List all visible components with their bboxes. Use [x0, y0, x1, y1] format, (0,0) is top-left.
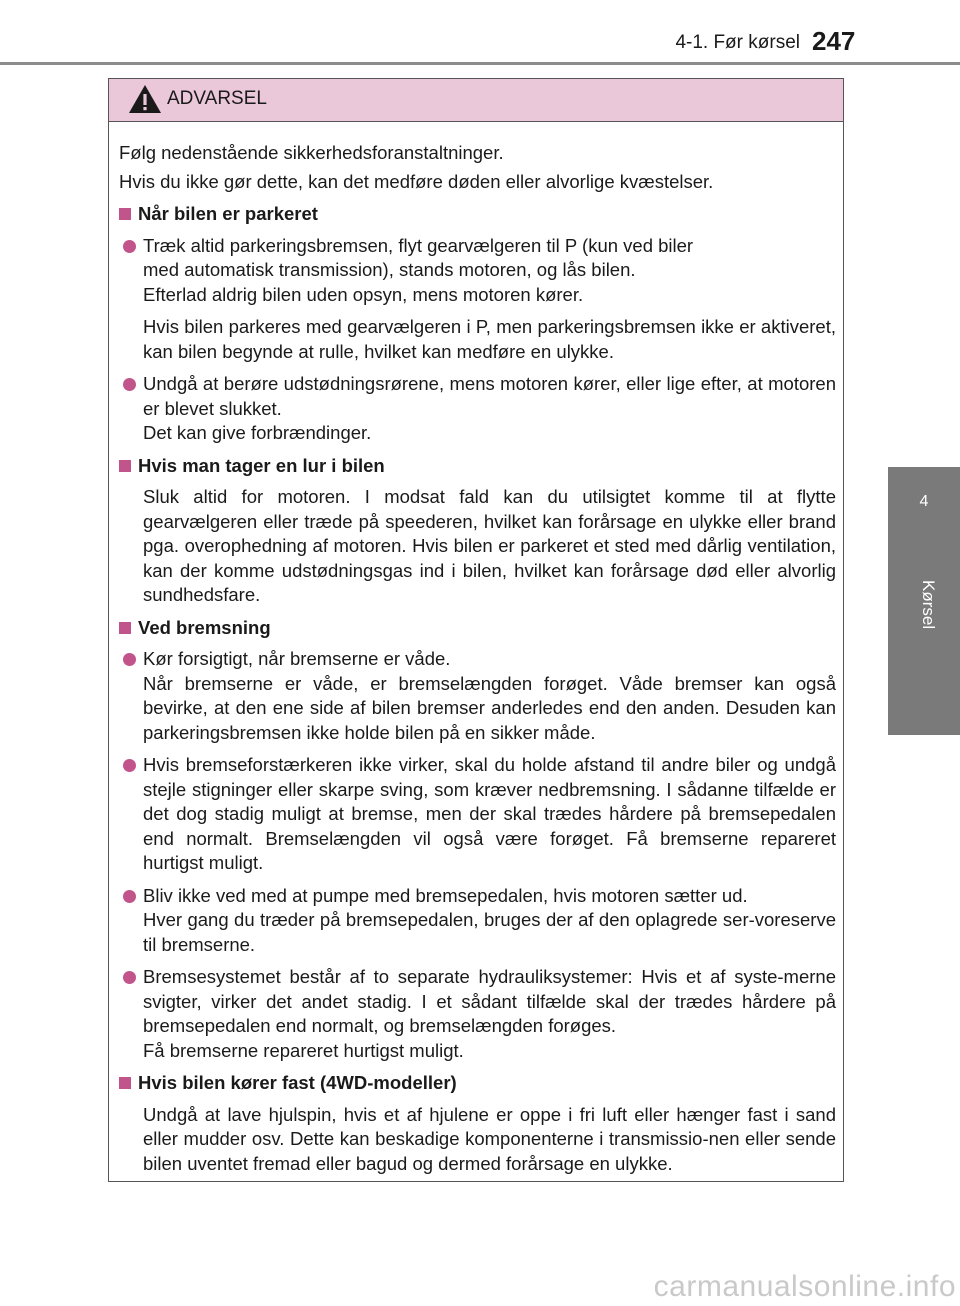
warning-triangle-icon	[128, 84, 162, 114]
list-item-line: Efterlad aldrig bilen uden opsyn, mens motoren kører.	[143, 283, 584, 305]
watermark: carmanualsonline.info	[653, 1270, 956, 1303]
list-item-line: Bliv ikke ved med at pumpe med bremsepedalen, hvis motoren sætter ud.	[143, 884, 748, 906]
warning-box	[108, 78, 844, 1182]
list-item-line: Når bremserne er våde, er bremselængden forøget. Våde bremser kan også bevirke, at den ene side af bilen bremser anderledes end den anden. Desuden kan parkeringsbremsen ikke holde bilen på en sikker måde.	[143, 672, 836, 743]
page-number: 247	[812, 26, 856, 56]
circle-bullet-icon	[123, 759, 136, 772]
circle-bullet-icon	[123, 971, 136, 984]
section-heading-text: Hvis bilen kører fast (4WD-modeller)	[138, 1072, 457, 1093]
square-bullet-icon	[119, 208, 131, 220]
intro-line: Hvis du ikke gør dette, kan det medføre døden eller alvorlige kvæstelser.	[119, 170, 714, 192]
list-item-line: Kør forsigtigt, når bremserne er våde.	[143, 648, 451, 669]
header-section-title: 4-1. Før kørsel	[675, 32, 800, 53]
section-heading	[119, 616, 836, 641]
chapter-tab-label: Kørsel	[919, 580, 938, 630]
section-heading	[119, 1071, 836, 1096]
circle-bullet-icon	[123, 653, 136, 666]
warning-title: ADVARSEL	[167, 88, 267, 109]
section-text: Undgå at lave hjulspin, hvis et af hjulene er oppe i fri luft eller hænger fast i sand eller mudder osv. Dette kan beskadige komponenterne i transmissio-nen eller sende bilen uventet fremad eller bagud og dermed forårsage en ulykke.	[143, 1103, 836, 1174]
square-bullet-icon	[119, 622, 131, 634]
list-item-line: Få bremserne repareret hurtigst muligt.	[143, 1039, 464, 1061]
header-divider	[0, 62, 960, 65]
warning-body	[109, 122, 843, 1176]
circle-bullet-icon	[123, 240, 136, 253]
chapter-tab-number: 4	[919, 493, 929, 510]
section-heading-text: Når bilen er parkeret	[138, 203, 318, 224]
list-item-line: Bremsesystemet består af to separate hydrauliksystemer: Hvis et af syste-merne svigter, virker det andet stadig. I et sådant tilfælde skal der trædes hårdere på bremsepedalen end normalt, og bremselængden forøges.	[143, 966, 836, 1036]
section-text: Sluk altid for motoren. I modsat fald kan du utilsigtet komme til at flytte gearvælgeren eller træde på speederen, hvilket kan forårsage en ulykke eller brand pga. overophedning af motoren. Hvis bilen er parkeret et sted med dårlig ventilation, kan der komme udstødningsgas ind i bilen, hvilket kan forårsage død eller alvorlig sundhedsfare.	[143, 486, 836, 605]
list-item-line: Undgå at berøre udstødningsrørene, mens motoren kører, eller lige efter, at motoren er blevet slukket.	[143, 373, 836, 419]
list-item	[119, 965, 836, 1063]
list-item	[119, 372, 836, 446]
intro-line: Følg nedenstående sikkerhedsforanstaltninger.	[119, 142, 504, 163]
section-heading-text: Hvis man tager en lur i bilen	[138, 454, 385, 476]
list-item	[119, 647, 836, 745]
list-item	[119, 234, 836, 308]
list-item-line: Hver gang du træder på bremsepedalen, bruges der af den oplagrede ser-voreserve til bremserne.	[143, 909, 836, 955]
list-item-line: med automatisk transmission), stands motoren, og lås bilen.	[143, 259, 636, 280]
section-heading-text: Ved bremsning	[138, 616, 271, 638]
list-item-line: Hvis bremseforstærkeren ikke virker, skal du holde afstand til andre biler og undgå stejle stigninger eller skarpe sving, som kræver nedbremsning. I sådanne tilfælde er det dog stadig muligt at bremse, men der skal trædes hårdere på bremsepedalen end normalt. Bremselængden vil også være forøget. Få bremserne repareret hurtigst muligt.	[143, 754, 836, 873]
circle-bullet-icon	[123, 378, 136, 391]
list-item	[119, 884, 836, 958]
list-item-line: Det kan give forbrændinger.	[143, 422, 372, 443]
section-heading	[119, 454, 836, 479]
square-bullet-icon	[119, 1077, 131, 1089]
list-item-line: Træk altid parkeringsbremsen, flyt gearvælgeren til P (kun ved biler	[143, 234, 694, 256]
warning-header	[109, 79, 843, 122]
list-item-note: Hvis bilen parkeres med gearvælgeren i P, men parkeringsbremsen ikke er aktiveret, kan bilen begynde at rulle, hvilket kan medføre en ulykke.	[143, 316, 836, 362]
square-bullet-icon	[119, 460, 131, 472]
section-heading	[119, 202, 836, 227]
circle-bullet-icon	[123, 890, 136, 903]
list-item	[119, 753, 836, 876]
